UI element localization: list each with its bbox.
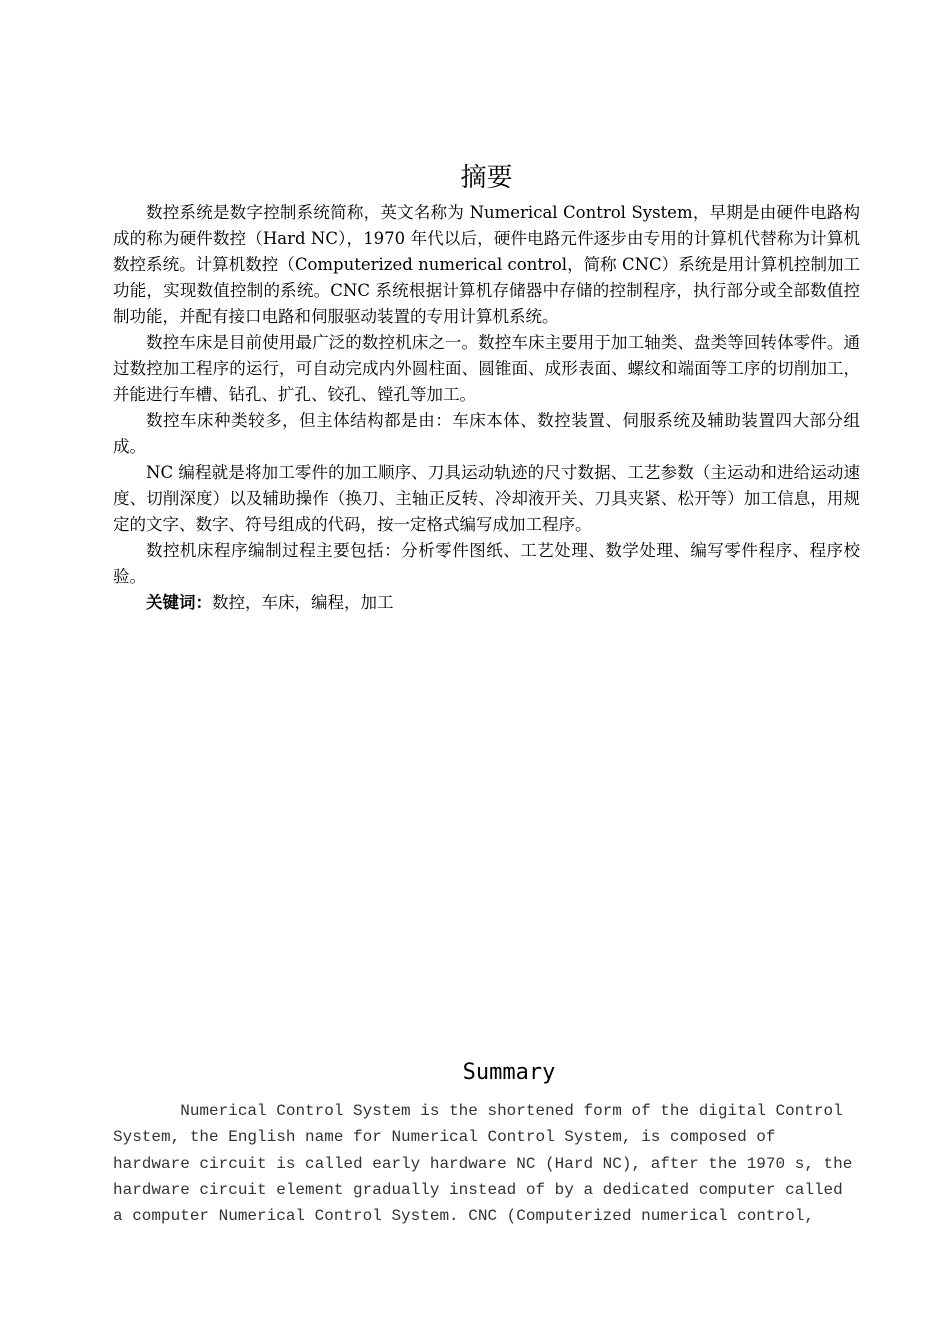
summary-en-section <box>113 1056 860 1229</box>
abstract-zh-paragraph-2: 数控车床是目前使用最广泛的数控机床之一。数控车床主要用于加工轴类、盘类等回转体零件。通过数控加工程序的运行，可自动完成内外圆柱面、圆锥面、成形表面、螺纹和端面等工序的切削加工，并能进行车槽、钻孔、扩孔、铰孔、镗孔等加工。 <box>113 333 860 404</box>
abstract-zh-paragraph-3: 数控车床种类较多，但主体结构都是由：车床本体、数控装置、伺服系统及辅助装置四大部分组成。 <box>113 411 860 456</box>
keywords-value: 数控，车床，编程，加工 <box>212 593 394 612</box>
keywords-line <box>113 590 860 616</box>
abstract-zh-paragraph-1: 数控系统是数字控制系统简称，英文名称为 Numerical Control System，早期是由硬件电路构成的称为硬件数控（Hard NC），1970 年代以后，硬件电路元件逐步由专用的计算机代替称为计算机数控系统。计算机数控（Computerized numerical control，简称 CNC）系统是用计算机控制加工功能，实现数值控制的系统。CNC 系统根据计算机存储器中存储的控制程序，执行部分或全部数值控制功能，并配有接口电路和伺服驱动装置的专用计算机系统。 <box>113 203 860 326</box>
keywords-label: 关键词： <box>146 593 212 612</box>
summary-en-paragraph: Numerical Control System is the shortened form of the digital Control System, the English name for Numerical Control System, is composed of hardware circuit is called early hardware NC (Hard NC), after the 1970 s, the hardware circuit element gradually instead of by a dedicated computer called a computer Numerical Control System. CNC (Computerized numerical control, <box>113 1102 853 1226</box>
abstract-zh-section <box>113 158 860 616</box>
abstract-zh-paragraph-4: NC 编程就是将加工零件的加工顺序、刀具运动轨迹的尺寸数据、工艺参数（主运动和进给运动速度、切削深度）以及辅助操作（换刀、主轴正反转、冷却液开关、刀具夹紧、松开等）加工信息，用规定的文字、数字、符号组成的代码，按一定格式编写成加工程序。 <box>113 463 860 534</box>
abstract-zh-title: 摘要 <box>460 163 513 193</box>
abstract-zh-paragraph-5: 数控机床程序编制过程主要包括：分析零件图纸、工艺处理、数学处理、编写零件程序、程序校验。 <box>113 541 860 586</box>
summary-en-title: Summary <box>462 1060 556 1085</box>
